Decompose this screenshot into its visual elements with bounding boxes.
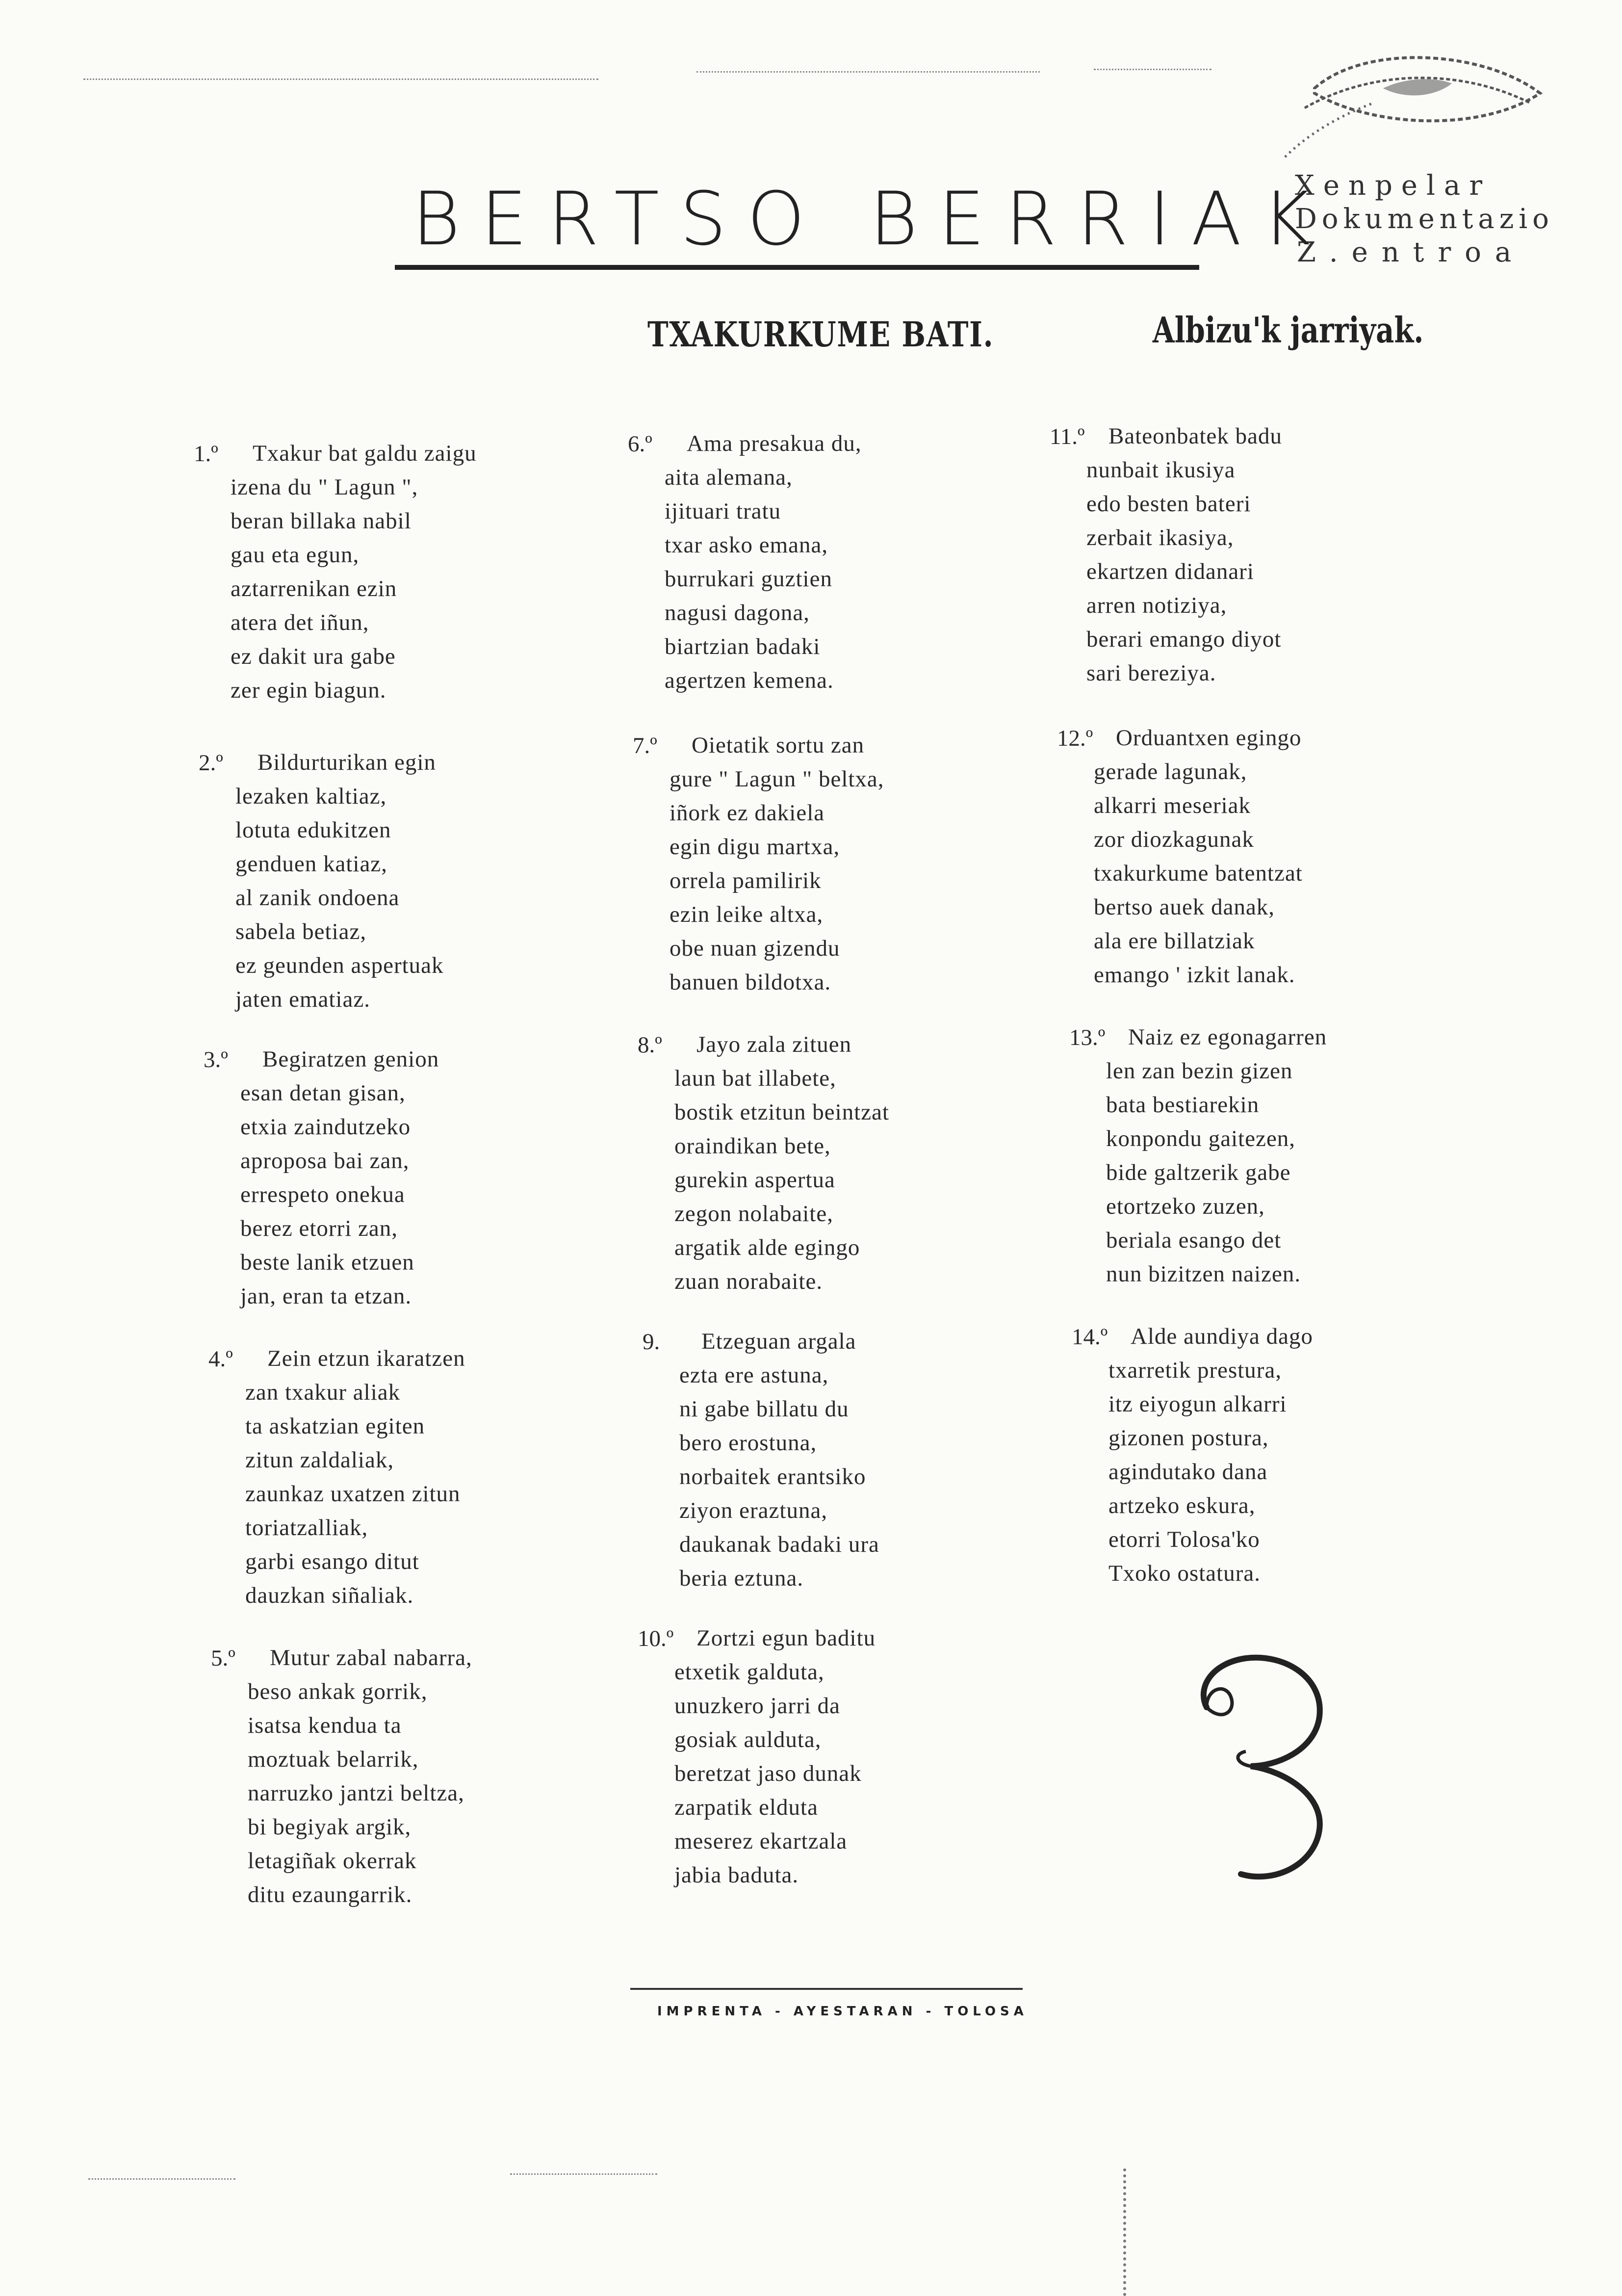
verse-line: Mutur zabal nabarra, [270, 1645, 472, 1670]
verse-line: agertzen kemena. [665, 668, 834, 693]
verse-line: berez etorri zan, [240, 1216, 398, 1241]
verse-line: artzeko eskura, [1108, 1493, 1256, 1518]
stanza-number: 11.º [1050, 424, 1085, 449]
verse-line: norbaitek erantsiko [679, 1464, 866, 1489]
verse-line: berari emango diyot [1086, 626, 1282, 652]
verse-line: Alde aundiya dago [1131, 1324, 1313, 1349]
verse-line: ez dakit ura gabe [231, 644, 396, 669]
verse-line: letagiñak okerrak [248, 1848, 417, 1874]
stanza-lines [231, 437, 477, 707]
verse-line: bertso auek danak, [1094, 894, 1275, 920]
verse-line: ni gabe billatu du [679, 1396, 849, 1422]
verse-line: emango ' izkit lanak. [1094, 962, 1295, 988]
verse-line: arren notiziya, [1086, 593, 1227, 618]
verse-line: moztuak belarrik, [248, 1747, 419, 1772]
verse-line: biartzian badaki [665, 634, 821, 659]
stamp-line: Z.entroa [1297, 236, 1525, 268]
verse-line: beria eztuna. [679, 1565, 804, 1591]
page-title: BERTSO BERRIAK [412, 177, 1331, 262]
stanza-lines [235, 746, 444, 1017]
fish-stamp-logo [1275, 49, 1550, 177]
verse-line: beste lanik etzuen [240, 1250, 414, 1275]
verse-line: gurekin aspertua [674, 1167, 835, 1193]
verse-line: gure " Lagun " beltxa, [669, 766, 884, 792]
verse-line: oraindikan bete, [674, 1133, 831, 1159]
verse-line: atera det iñun, [231, 610, 369, 635]
verse-line: konpondu gaitezen, [1106, 1126, 1296, 1151]
stanza-lines [679, 1325, 879, 1595]
verse-line: lotuta edukitzen [235, 817, 391, 843]
stanza-lines [665, 427, 862, 698]
stanza-lines [1108, 1320, 1313, 1591]
poem-title: TXAKURKUME BATI. [647, 314, 994, 355]
stanza-number: 3.º [204, 1047, 228, 1072]
verse-line: nagusi dagona, [665, 600, 810, 626]
verse-line: jabia baduta. [674, 1862, 799, 1888]
stanza-number: 9. [643, 1329, 660, 1355]
verse-line: aproposa bai zan, [240, 1148, 410, 1174]
verse-line: ala ere billatziak [1094, 928, 1255, 954]
verse-line: bide galtzerik gabe [1106, 1160, 1291, 1185]
verse-line: ezin leike altxa, [669, 902, 824, 927]
footer-rule [630, 1988, 1023, 1990]
verse-line: jaten ematiaz. [235, 987, 370, 1012]
stanza-number: 1.º [194, 441, 218, 467]
verse-line: sari bereziya. [1086, 660, 1216, 686]
stamp-line: Dokumentazio [1295, 203, 1554, 235]
verse-line: gosiak aulduta, [674, 1727, 822, 1752]
stanza-lines [674, 1028, 889, 1299]
stanza-number: 13.º [1069, 1025, 1106, 1050]
verse-line: toriatzalliak, [245, 1515, 368, 1540]
verse-line: Orduantxen egingo [1116, 725, 1302, 751]
verse-line: isatsa kendua ta [248, 1713, 402, 1738]
verse-line: bi begiyak argik, [248, 1814, 412, 1840]
verse-line: gerade lagunak, [1094, 759, 1247, 784]
verse-line: beretzat jaso dunak [674, 1761, 862, 1786]
verse-line: zarpatik elduta [674, 1795, 818, 1820]
verse-line: ditu ezaungarrik. [248, 1882, 412, 1907]
printer-imprint: IMPRENTA - AYESTARAN - TOLOSA [657, 2004, 1028, 2019]
verse-line: zor diozkagunak [1094, 827, 1254, 852]
verse-line: errespeto onekua [240, 1182, 405, 1207]
verse-line: gizonen postura, [1108, 1425, 1269, 1451]
verse-line: Jayo zala zituen [696, 1032, 852, 1057]
verse-line: Txoko ostatura. [1108, 1561, 1261, 1586]
verse-line: bostik etzitun beintzat [674, 1099, 890, 1125]
verse-line: al zanik ondoena [235, 885, 400, 911]
verse-line: egin digu martxa, [669, 834, 840, 860]
title-underline [395, 265, 1199, 270]
verse-line: nun bizitzen naizen. [1106, 1261, 1301, 1287]
verse-line: zaunkaz uxatzen zitun [245, 1481, 461, 1507]
stanza-number: 4.º [208, 1346, 233, 1372]
verse-line: etorri Tolosa'ko [1108, 1527, 1260, 1552]
verse-line: burrukari guztien [665, 566, 832, 592]
archive-stamp [1295, 169, 1554, 269]
verse-line: nunbait ikusiya [1086, 457, 1236, 483]
verse-line: garbi esango ditut [245, 1549, 419, 1574]
verse-line: ezta ere astuna, [679, 1362, 829, 1388]
verse-line: zan txakur aliak [245, 1380, 401, 1405]
verse-line: Ama presakua du, [687, 431, 862, 456]
verse-line: bero erostuna, [679, 1430, 817, 1456]
verse-line: ijituari tratu [665, 498, 781, 524]
scan-artifact-line [510, 2173, 657, 2175]
stanza-lines [1106, 1020, 1327, 1291]
verse-line: argatik alde egingo [674, 1235, 860, 1260]
verse-line: esan detan gisan, [240, 1080, 406, 1106]
verse-line: zegon nolabaite, [674, 1201, 833, 1226]
verse-line: sabela betiaz, [235, 919, 367, 944]
verse-line: etxia zaindutzeko [240, 1114, 411, 1140]
scan-artifact-line [696, 71, 1040, 73]
stanza-number: 8.º [638, 1032, 662, 1058]
verse-line: Etzeguan argala [701, 1329, 856, 1354]
stamp-line: Xenpelar [1295, 170, 1492, 202]
verse-line: orrela pamilirik [669, 868, 822, 893]
stanza-number: 12.º [1057, 726, 1093, 751]
verse-line: ez geunden aspertuak [235, 953, 444, 978]
stanza-lines [248, 1641, 472, 1912]
verse-line: zuan norabaite. [674, 1269, 823, 1294]
stanza-lines [674, 1621, 875, 1892]
verse-line: txarretik prestura, [1108, 1357, 1282, 1383]
author-credit: Albizu'k jarriyak. [1153, 309, 1424, 351]
verse-line: etortzeko zuzen, [1106, 1194, 1265, 1219]
scan-artifact-line [88, 2178, 235, 2180]
verse-line: lezaken kaltiaz, [235, 783, 387, 809]
verse-line: alkarri meseriak [1094, 793, 1251, 818]
verse-line: narruzko jantzi beltza, [248, 1780, 464, 1806]
stanza-number: 6.º [628, 431, 652, 457]
verse-line: genduen katiaz, [235, 851, 387, 877]
verse-line: ta askatzian egiten [245, 1413, 425, 1439]
verse-line: banuen bildotxa. [669, 969, 831, 995]
scan-artifact-line [83, 78, 598, 80]
verse-line: beran billaka nabil [231, 508, 412, 534]
stanza-lines [1094, 721, 1303, 992]
stanza-number: 14.º [1072, 1324, 1108, 1350]
stanza-lines [1086, 419, 1282, 690]
verse-line: itz eiyogun alkarri [1108, 1391, 1287, 1417]
verse-line: Oietatik sortu zan [692, 732, 865, 758]
verse-line: txar asko emana, [665, 532, 828, 558]
scan-artifact-line [1123, 2168, 1146, 2296]
verse-line: agindutako dana [1108, 1459, 1268, 1485]
verse-line: len zan bezin gizen [1106, 1058, 1293, 1084]
verse-line: meserez ekartzala [674, 1828, 848, 1854]
verse-line: Zein etzun ikaratzen [267, 1346, 465, 1371]
verse-line: laun bat illabete, [674, 1066, 836, 1091]
verse-line: ekartzen didanari [1086, 559, 1254, 584]
verse-line: edo besten bateri [1086, 491, 1251, 517]
verse-line: etxetik galduta, [674, 1659, 824, 1685]
verse-line: Begiratzen genion [262, 1046, 439, 1072]
verse-line: Txakur bat galdu zaigu [253, 441, 477, 466]
stanza-lines [669, 729, 884, 999]
verse-line: dauzkan siñaliak. [245, 1583, 414, 1608]
verse-line: ziyon eraztuna, [679, 1498, 828, 1523]
stanza-number: 10.º [638, 1626, 674, 1651]
verse-line: zerbait ikasiya, [1086, 525, 1234, 550]
verse-line: unuzkero jarri da [674, 1693, 841, 1719]
verse-line: beriala esango det [1106, 1227, 1282, 1253]
stanza-number: 5.º [211, 1645, 235, 1671]
verse-line: Bateonbatek badu [1108, 423, 1283, 449]
verse-line: beso ankak gorrik, [248, 1679, 428, 1704]
verse-line: jan, eran ta etzan. [240, 1283, 412, 1309]
stanza-lines [245, 1342, 465, 1613]
verse-line: aita alemana, [665, 465, 793, 490]
verse-line: izena du " Lagun ", [231, 474, 418, 500]
verse-line: Zortzi egun baditu [696, 1625, 876, 1651]
verse-line: iñork ez dakiela [669, 800, 825, 826]
flourish-ornament [1177, 1634, 1354, 1889]
stanza-number: 7.º [633, 733, 657, 758]
stanza-number: 2.º [199, 750, 223, 776]
verse-line: Naiz ez egonagarren [1128, 1024, 1327, 1050]
verse-line: obe nuan gizendu [669, 936, 840, 961]
stanza-lines [240, 1043, 439, 1313]
verse-line: gau eta egun, [231, 542, 360, 568]
verse-line: zer egin biagun. [231, 678, 386, 703]
verse-line: txakurkume batentzat [1094, 861, 1303, 886]
verse-line: aztarrenikan ezin [231, 576, 397, 601]
verse-line: Bildurturikan egin [257, 750, 436, 775]
verse-line: daukanak badaki ura [679, 1532, 879, 1557]
verse-line: bata bestiarekin [1106, 1092, 1260, 1118]
scan-artifact-line [1094, 69, 1211, 70]
verse-line: zitun zaldaliak, [245, 1447, 394, 1473]
